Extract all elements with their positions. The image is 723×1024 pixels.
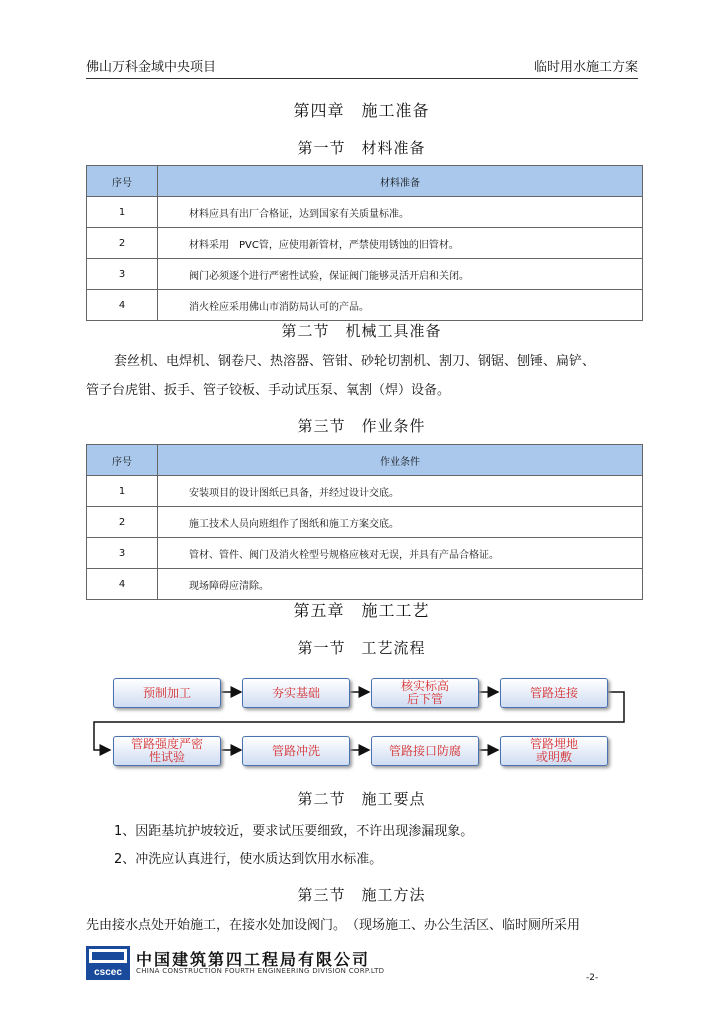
row-number: 4	[87, 569, 158, 600]
column-header-no: 序号	[87, 166, 158, 197]
table-row	[87, 569, 643, 600]
row-number: 1	[87, 197, 158, 228]
table-row	[87, 197, 643, 228]
keypoint-1: 1、因距基坑护坡较近，要求试压要细致，不许出现渗漏现象。	[114, 824, 474, 839]
table-header-row	[87, 166, 643, 197]
cscec-logo	[86, 946, 130, 980]
row-number: 4	[87, 290, 158, 321]
conditions-table	[86, 444, 643, 600]
tools-line-1: 套丝机、电焊机、钢卷尺、热溶器、管钳、砂轮切割机、割刀、钢锯、刨锤、扁铲、	[114, 354, 596, 369]
page-number: -2-	[586, 973, 599, 983]
flow-step-connect: 管路连接	[500, 678, 608, 708]
table-row	[87, 538, 643, 569]
tools-line-2: 管子台虎钳、扳手、管子铰板、手动试压泵、氧割（焊）设备。	[86, 383, 451, 398]
project-name: 佛山万科金域中央项目	[86, 60, 217, 75]
row-text: 管材、管件、阀门及消火栓型号规格应核对无误，并具有产品合格证。	[158, 538, 643, 569]
table-row	[87, 228, 643, 259]
flow-step-label: 管路强度严密性试验	[130, 737, 203, 764]
flow-step-label: 核实标高后下管	[400, 679, 449, 706]
section-method-title: 第三节 施工方法	[297, 886, 426, 904]
company-name-en: CHINA CONSTRUCTION FOURTH ENGINEERING DIVISION CORP.LTD	[136, 967, 385, 975]
row-number: 2	[87, 228, 158, 259]
table-header-row	[87, 445, 643, 476]
table-row	[87, 259, 643, 290]
row-number: 1	[87, 476, 158, 507]
document-title: 临时用水施工方案	[533, 60, 638, 75]
flow-step-flush: 管路冲洗	[242, 736, 350, 766]
section-keypoints-title: 第二节 施工要点	[297, 790, 426, 808]
section-tools-title: 第二节 机械工具准备	[281, 322, 442, 340]
section-material-title: 第一节 材料准备	[297, 139, 426, 157]
material-table	[86, 165, 643, 321]
company-name-cn: 中国建筑第四工程局有限公司	[136, 950, 371, 969]
column-header-content: 作业条件	[158, 445, 643, 476]
column-header-no: 序号	[87, 445, 158, 476]
flow-step-prefab: 预制加工	[113, 678, 221, 708]
section-flow-title: 第一节 工艺流程	[297, 639, 426, 657]
row-text: 材料采用 PVC管，应使用新管材，严禁使用锈蚀的旧管材。	[158, 228, 643, 259]
table-row	[87, 290, 643, 321]
flow-step-elevation	[371, 678, 479, 708]
logo-text: cscec	[94, 967, 122, 978]
row-text: 现场障碍应清除。	[158, 569, 643, 600]
page-header	[86, 56, 638, 79]
row-number: 2	[87, 507, 158, 538]
flow-step-burial	[500, 736, 608, 766]
keypoint-2: 2、冲洗应认真进行，使水质达到饮用水标准。	[114, 852, 383, 867]
row-text: 材料应具有出厂合格证，达到国家有关质量标准。	[158, 197, 643, 228]
section-conditions-title: 第三节 作业条件	[297, 417, 426, 435]
flow-step-foundation: 夯实基础	[242, 678, 350, 708]
chapter-4-title: 第四章 施工准备	[293, 101, 430, 120]
row-text: 消火栓应采用佛山市消防局认可的产品。	[158, 290, 643, 321]
row-text: 阀门必须逐个进行严密性试验，保证阀门能够灵活开启和关闭。	[158, 259, 643, 290]
table-row	[87, 507, 643, 538]
row-number: 3	[87, 259, 158, 290]
row-text: 安装项目的设计图纸已具备，并经过设计交底。	[158, 476, 643, 507]
flow-step-pressure-test	[113, 736, 221, 766]
method-text: 先由接水点处开始施工，在接水处加设阀门。 （现场施工、办公生活区、临时厕所采用	[86, 918, 581, 933]
row-text: 施工技术人员向班组作了图纸和施工方案交底。	[158, 507, 643, 538]
column-header-content: 材料准备	[158, 166, 643, 197]
chapter-5-title: 第五章 施工工艺	[293, 601, 430, 620]
table-row	[87, 476, 643, 507]
flow-step-label: 管路埋地或明敷	[529, 737, 578, 764]
flow-step-anticorrosion: 管路接口防腐	[371, 736, 479, 766]
row-number: 3	[87, 538, 158, 569]
